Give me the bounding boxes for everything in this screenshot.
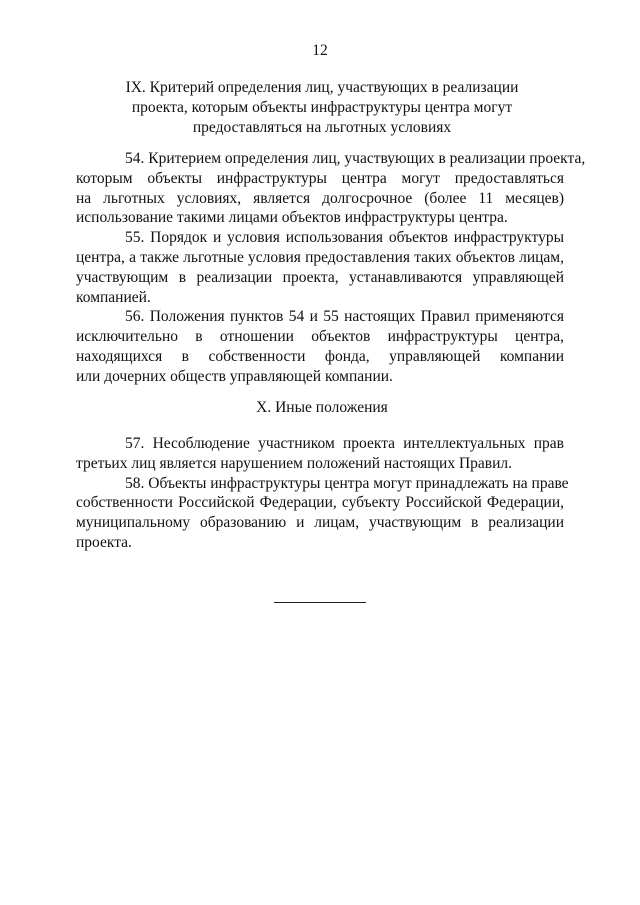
page-number: 12 <box>312 42 328 59</box>
section-x-heading <box>80 398 564 418</box>
paragraph-line: исключительно в отношении объектов инфраструктуры центра, <box>76 328 564 346</box>
paragraph-55 <box>76 228 564 307</box>
heading-line: X. Иные положения <box>256 399 388 416</box>
paragraph-line: третьих лиц является нарушением положений настоящих Правил. <box>76 454 513 472</box>
paragraph-line: муниципальному образованию и лицам, участвующим в реализации <box>76 514 564 532</box>
section-ix-body <box>76 149 586 387</box>
paragraph-58 <box>76 474 569 553</box>
paragraph-line: 54. Критерием определения лиц, участвующих в реализации проекта, <box>125 150 586 167</box>
paragraph-line: или дочерних обществ управляющей компании. <box>76 367 393 385</box>
paragraph-54 <box>76 149 586 228</box>
paragraph-line: 58. Объекты инфраструктуры центра могут принадлежать на праве <box>125 474 569 492</box>
paragraph-line: собственности Российской Федерации, субъекту Российской Федерации, <box>76 494 564 512</box>
end-divider <box>274 602 366 603</box>
paragraph-line: использование такими лицами объектов инфраструктуры центра. <box>76 209 508 227</box>
section-ix-heading <box>80 78 564 138</box>
section-x-body <box>76 434 569 553</box>
paragraph-line: проекта. <box>76 533 132 551</box>
paragraph-line: центра, а также льготные условия предоставления таких объектов лицам, <box>76 248 564 266</box>
paragraph-line: компанией. <box>76 288 151 306</box>
paragraph-line: на льготных условиях, является долгосрочное (более 11 месяцев) <box>76 189 564 207</box>
paragraph-line: 56. Положения пунктов 54 и 55 настоящих Правил применяются <box>125 308 564 326</box>
paragraph-line: 55. Порядок и условия использования объектов инфраструктуры <box>125 229 564 247</box>
paragraph-line: находящихся в собственности фонда, управляющей компании <box>76 347 564 365</box>
paragraph-line: 57. Несоблюдение участником проекта интеллектуальных прав <box>125 435 564 452</box>
paragraph-57 <box>76 434 564 474</box>
paragraph-line: которым объекты инфраструктуры центра могут предоставляться <box>76 169 564 187</box>
paragraph-line: участвующим в реализации проекта, устанавливаются управляющей <box>76 268 564 286</box>
heading-line: проекта, которым объекты инфраструктуры центра могут <box>131 99 513 116</box>
heading-line: предоставляться на льготных условиях <box>192 119 452 136</box>
heading-line: IX. Критерий определения лиц, участвующих в реализации <box>125 79 519 96</box>
paragraph-56 <box>76 307 564 386</box>
